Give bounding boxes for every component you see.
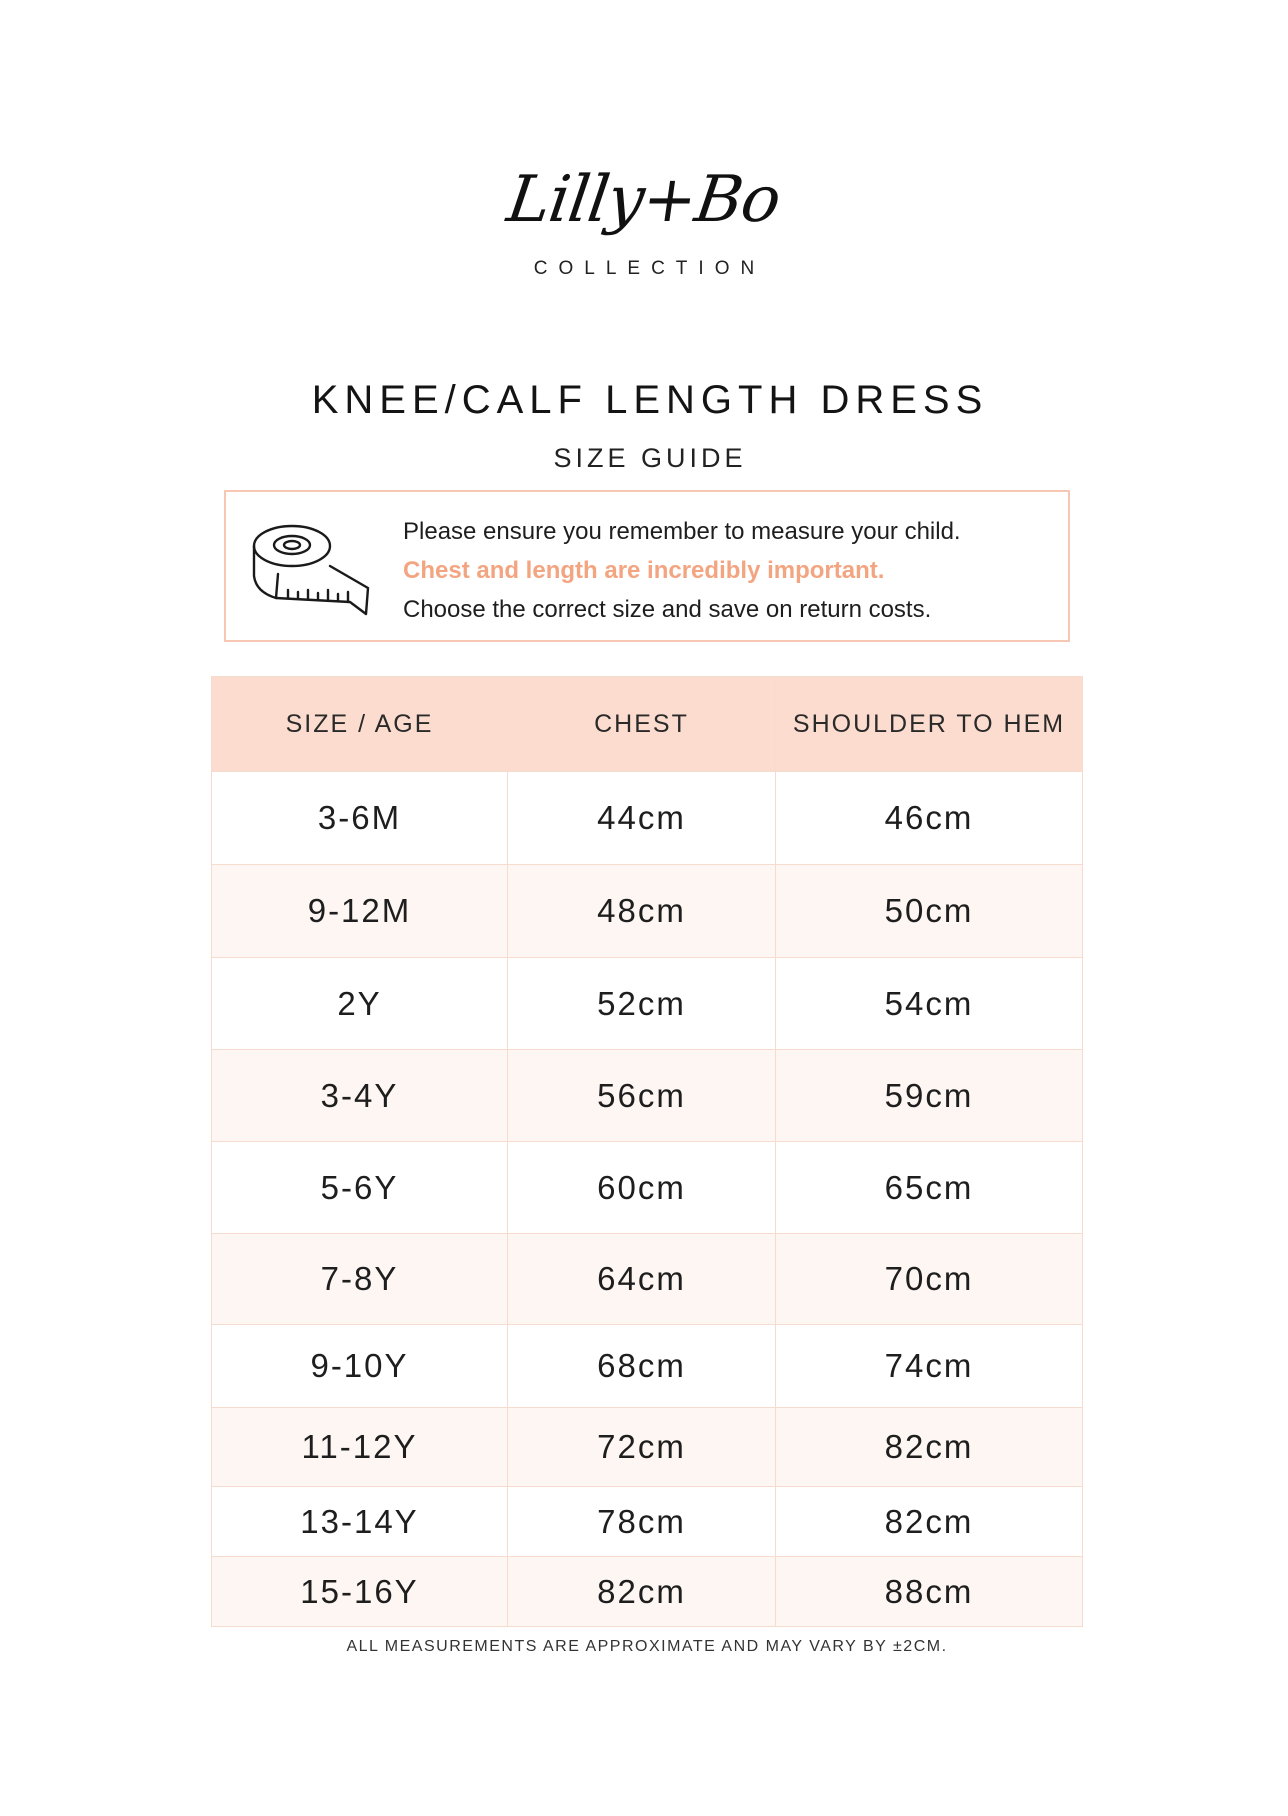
length-cell: 82cm bbox=[775, 1408, 1082, 1486]
table-row bbox=[212, 957, 1082, 1049]
length-cell: 46cm bbox=[775, 772, 1082, 864]
size-table bbox=[211, 676, 1083, 1627]
notice-line-3: Choose the correct size and save on return costs. bbox=[403, 596, 932, 623]
chest-cell: 68cm bbox=[507, 1325, 775, 1407]
column-header-chest: CHEST bbox=[507, 677, 775, 771]
table-row bbox=[212, 1141, 1082, 1233]
chest-cell: 64cm bbox=[507, 1234, 775, 1324]
length-cell: 65cm bbox=[775, 1142, 1082, 1233]
logo-subtitle: COLLECTION bbox=[533, 258, 766, 279]
size-cell: 5-6Y bbox=[320, 1168, 399, 1206]
page-subtitle: SIZE GUIDE bbox=[553, 443, 747, 473]
length-cell: 54cm bbox=[775, 958, 1082, 1049]
size-cell: 13-14Y bbox=[300, 1502, 419, 1540]
measuring-tape-icon bbox=[250, 518, 372, 616]
chest-cell: 60cm bbox=[507, 1142, 775, 1233]
size-cell: 15-16Y bbox=[300, 1572, 419, 1610]
length-cell: 59cm bbox=[775, 1050, 1082, 1141]
chest-cell: 48cm bbox=[507, 865, 775, 957]
table-row bbox=[212, 1556, 1082, 1626]
chest-cell: 44cm bbox=[507, 772, 775, 864]
length-cell: 74cm bbox=[775, 1325, 1082, 1407]
notice-highlight: Chest and length are incredibly important. bbox=[403, 557, 885, 584]
page-title: KNEE/CALF LENGTH DRESS bbox=[311, 378, 989, 422]
length-cell: 82cm bbox=[775, 1487, 1082, 1556]
table-row bbox=[212, 771, 1082, 864]
notice-line-1: Please ensure you remember to measure your child. bbox=[403, 518, 961, 545]
table-row bbox=[212, 1049, 1082, 1141]
footnote: ALL MEASUREMENTS ARE APPROXIMATE AND MAY VARY BY ±2CM. bbox=[346, 1638, 948, 1655]
size-cell: 9-12M bbox=[307, 892, 412, 929]
chest-cell: 72cm bbox=[507, 1408, 775, 1486]
chest-cell: 52cm bbox=[507, 958, 775, 1049]
measure-notice-box bbox=[224, 490, 1070, 642]
size-cell: 3-6M bbox=[317, 799, 402, 836]
table-header-row bbox=[212, 677, 1082, 771]
column-header-shoulder-to-hem: SHOULDER TO HEM bbox=[775, 677, 1082, 771]
table-row bbox=[212, 1407, 1082, 1486]
chest-cell: 56cm bbox=[507, 1050, 775, 1141]
length-cell: 50cm bbox=[775, 865, 1082, 957]
length-cell: 70cm bbox=[775, 1234, 1082, 1324]
size-cell: 2Y bbox=[337, 984, 382, 1022]
column-header-size: SIZE / AGE bbox=[285, 709, 434, 738]
size-cell: 11-12Y bbox=[301, 1428, 418, 1465]
length-cell: 88cm bbox=[775, 1557, 1082, 1626]
table-row bbox=[212, 1233, 1082, 1324]
table-row bbox=[212, 864, 1082, 957]
brand-logo bbox=[0, 160, 1288, 280]
size-cell: 3-4Y bbox=[320, 1076, 399, 1114]
size-cell: 9-10Y bbox=[310, 1347, 409, 1384]
table-row bbox=[212, 1324, 1082, 1407]
logo-script-text: Lilly+Bo bbox=[503, 163, 785, 237]
chest-cell: 82cm bbox=[507, 1557, 775, 1626]
chest-cell: 78cm bbox=[507, 1487, 775, 1556]
size-cell: 7-8Y bbox=[320, 1260, 399, 1297]
table-row bbox=[212, 1486, 1082, 1556]
